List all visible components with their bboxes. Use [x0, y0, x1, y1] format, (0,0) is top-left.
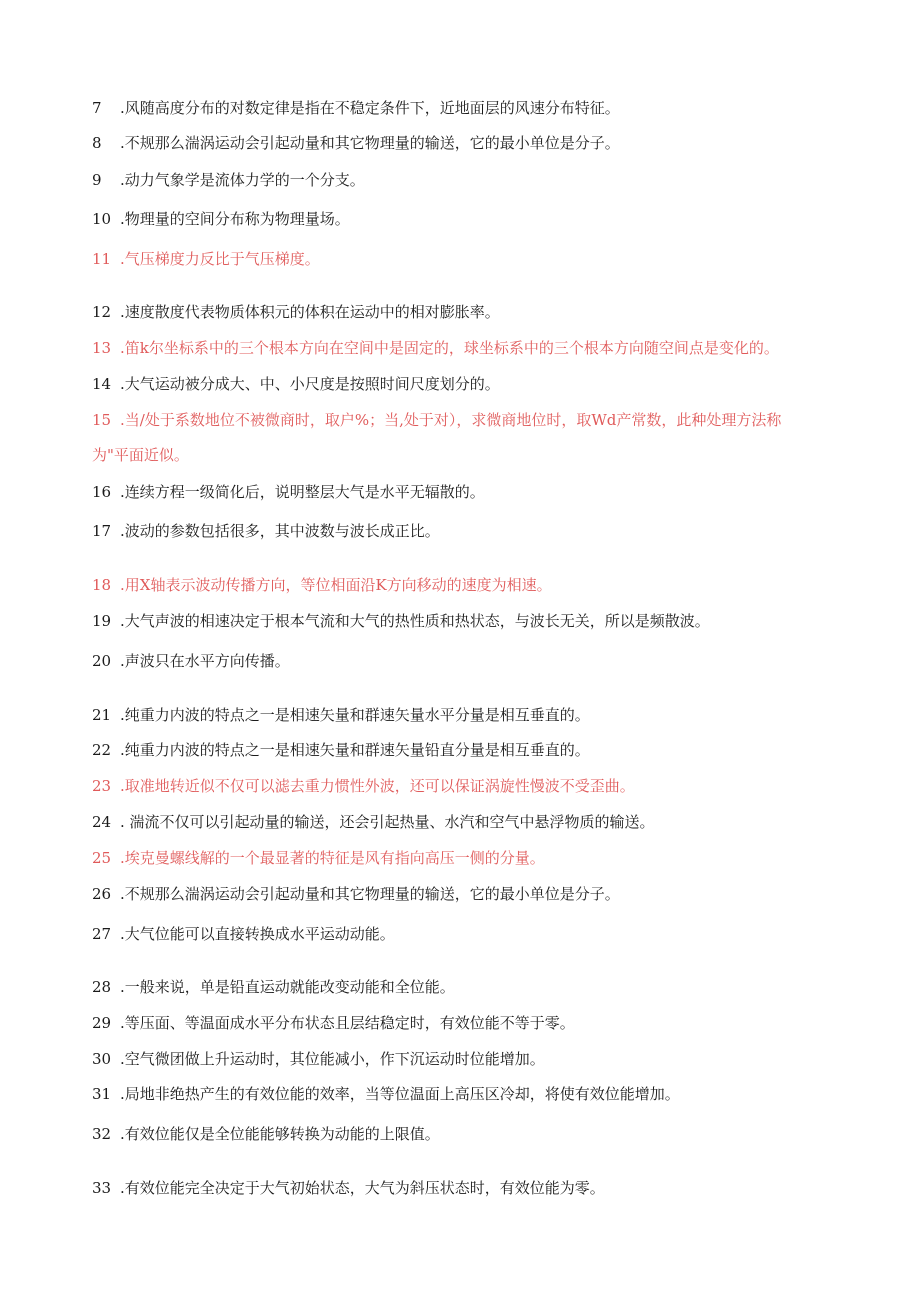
statement-text: .不规那么湍涡运动会引起动量和其它物理量的输送，它的最小单位是分子。 — [120, 885, 620, 903]
statement-number: 14 — [92, 375, 112, 393]
statement-number: 17 — [92, 522, 112, 540]
statement-text: .笛k尔坐标系中的三个根本方向在空间中是固定的，球坐标系中的三个根本方向随空间点是变化的。 — [120, 339, 779, 357]
statement-23 — [92, 776, 832, 797]
statement-number: 32 — [92, 1125, 112, 1143]
statement-number: 29 — [92, 1014, 112, 1032]
statement-number: 18 — [92, 576, 112, 594]
statement-number: 31 — [92, 1085, 112, 1103]
statement-text: .声波只在水平方向传播。 — [120, 652, 290, 670]
statement-24 — [92, 812, 832, 833]
statement-number: 21 — [92, 706, 112, 724]
statement-30 — [92, 1049, 832, 1070]
statement-15 — [92, 410, 832, 431]
statement-text: .埃克曼螺线解的一个最显著的特征是风有指向高压一侧的分量。 — [120, 849, 545, 867]
statement-number: 28 — [92, 978, 112, 996]
statement-7 — [92, 98, 832, 119]
statement-12 — [92, 302, 832, 323]
statement-31 — [92, 1084, 832, 1105]
statement-text: . 湍流不仅可以引起动量的输送，还会引起热量、水汽和空气中悬浮物质的输送。 — [120, 813, 655, 831]
statement-11 — [92, 249, 832, 270]
statement-text: .风随高度分布的对数定律是指在不稳定条件下，近地面层的风速分布特征。 — [120, 99, 620, 117]
statement-text: .纯重力内波的特点之一是相速矢量和群速矢量铅直分量是相互垂直的。 — [120, 741, 590, 759]
statement-10 — [92, 209, 832, 230]
statement-21 — [92, 705, 832, 726]
statement-number: 26 — [92, 885, 112, 903]
statement-text: .当/处于系数地位不被微商时，取户%；当,处于对），求微商地位时，取Wd产常数，此种处理方法称 — [120, 411, 782, 429]
statement-number: 23 — [92, 777, 112, 795]
statement-number: 12 — [92, 303, 112, 321]
statement-number: 19 — [92, 612, 112, 630]
statement-text: .大气位能可以直接转换成水平运动动能。 — [120, 925, 395, 943]
statement-text: .纯重力内波的特点之一是相速矢量和群速矢量水平分量是相互垂直的。 — [120, 706, 590, 724]
statement-number: 9 — [92, 171, 102, 189]
statement-number: 15 — [92, 411, 112, 429]
statement-32 — [92, 1124, 832, 1145]
statement-number: 16 — [92, 483, 112, 501]
statement-text: .一般来说，单是铅直运动就能改变动能和全位能。 — [120, 978, 455, 996]
statement-text: .动力气象学是流体力学的一个分支。 — [120, 171, 365, 189]
statement-text: .不规那么湍涡运动会引起动量和其它物理量的输送，它的最小单位是分子。 — [120, 134, 620, 152]
statement-number: 25 — [92, 849, 112, 867]
statement-8 — [92, 133, 832, 154]
statement-text: .等压面、等温面成水平分布状态且层结稳定时，有效位能不等于零。 — [120, 1014, 575, 1032]
statement-number: 30 — [92, 1050, 112, 1068]
statement-text: .气压梯度力反比于气压梯度。 — [120, 250, 320, 268]
statement-text: .物理量的空间分布称为物理量场。 — [120, 210, 350, 228]
statement-29 — [92, 1013, 832, 1034]
statement-18 — [92, 575, 832, 596]
statement-text: .空气微团做上升运动时，其位能减小，作下沉运动时位能增加。 — [120, 1050, 545, 1068]
statement-number: 11 — [92, 250, 112, 268]
statement-9 — [92, 170, 832, 191]
statement-16 — [92, 482, 832, 503]
statement-text: .有效位能仅是全位能能够转换为动能的上限值。 — [120, 1125, 440, 1143]
statement-text: .用X轴表示波动传播方向，等位相面沿K方向移动的速度为相速。 — [120, 576, 552, 594]
statement-20 — [92, 651, 832, 672]
statement-15-continuation: 为"平面近似。 — [92, 446, 189, 464]
statement-number: 33 — [92, 1179, 112, 1197]
statement-text: .有效位能完全决定于大气初始状态，大气为斜压状态时，有效位能为零。 — [120, 1179, 605, 1197]
statement-text: .速度散度代表物质体积元的体积在运动中的相对膨胀率。 — [120, 303, 500, 321]
statement-28 — [92, 977, 832, 998]
statement-number: 13 — [92, 339, 112, 357]
statement-number: 20 — [92, 652, 112, 670]
statement-33 — [92, 1178, 832, 1199]
statement-text: .大气声波的相速决定于根本气流和大气的热性质和热状态，与波长无关，所以是频散波。 — [120, 612, 710, 630]
statement-number: 10 — [92, 210, 112, 228]
statement-25 — [92, 848, 832, 869]
statement-22 — [92, 740, 832, 761]
statement-26 — [92, 884, 832, 905]
statement-27 — [92, 924, 832, 945]
statement-number: 27 — [92, 925, 112, 943]
statement-19 — [92, 611, 832, 632]
statement-text: .局地非绝热产生的有效位能的效率，当等位温面上高压区冷却，将使有效位能增加。 — [120, 1085, 680, 1103]
statement-text: .连续方程一级简化后，说明整层大气是水平无辐散的。 — [120, 483, 485, 501]
statement-text: .波动的参数包括很多，其中波数与波长成正比。 — [120, 522, 440, 540]
statement-14 — [92, 374, 832, 395]
statement-number: 22 — [92, 741, 112, 759]
statement-number: 24 — [92, 813, 112, 831]
statement-number: 8 — [92, 134, 102, 152]
statement-number: 7 — [92, 99, 102, 117]
statement-text: .取准地转近似不仅可以滤去重力惯性外波，还可以保证涡旋性慢波不受歪曲。 — [120, 777, 635, 795]
statement-text: .大气运动被分成大、中、小尺度是按照时间尺度划分的。 — [120, 375, 500, 393]
statement-17 — [92, 521, 832, 542]
statement-13 — [92, 338, 832, 359]
